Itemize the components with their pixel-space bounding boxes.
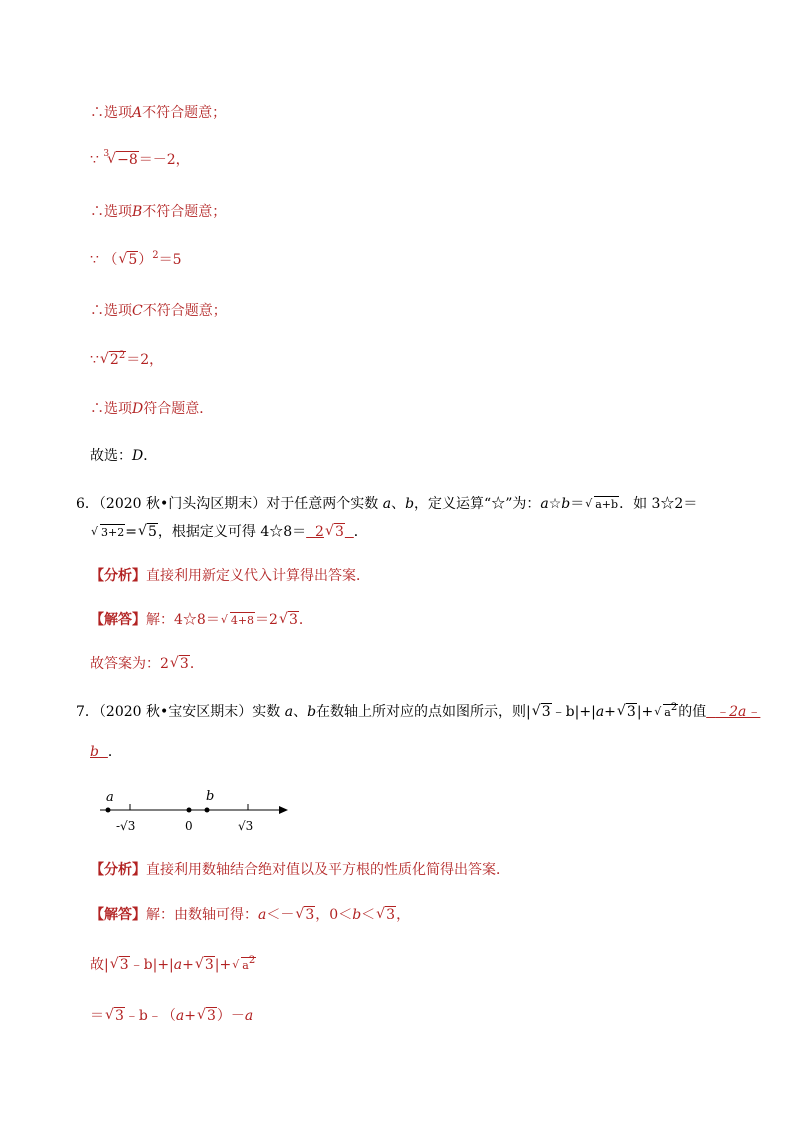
sol-part: ，0＜ (315, 907, 353, 923)
solution-prefix: 解：4☆8＝ (146, 612, 220, 628)
radicand: 3 (386, 907, 396, 923)
radicand-exponent: 2 (248, 955, 256, 966)
choice-prefix: 故选： (90, 448, 132, 464)
var-b: b (405, 496, 415, 512)
expr-part: |+ (636, 704, 654, 720)
q7-step-2 (90, 1006, 253, 1026)
cube-root-radical (107, 150, 139, 170)
step-part: ﹣b﹣（ (124, 1008, 176, 1024)
choice-suffix: ． (143, 448, 158, 464)
analysis-tag: 【分析】 (90, 568, 146, 584)
step-part: |+ (214, 957, 232, 973)
q6-mid: ，定义运算“☆”为： (414, 496, 541, 512)
example-result-radical (138, 522, 158, 542)
step-a: a (175, 1008, 185, 1024)
line-end: ， (396, 907, 411, 923)
q6-line2-mid: ，根据定义可得 4☆8＝ (157, 524, 307, 540)
radicand: 3 (541, 704, 551, 720)
equation-rest: ＝5 (158, 252, 182, 268)
choice-answer: D (132, 448, 144, 464)
step2-radical-1 (105, 1006, 125, 1026)
exponent: 2 (152, 250, 159, 261)
line-end: ． (353, 524, 368, 540)
step1-radical-1 (110, 955, 130, 975)
radicand: 3 (334, 524, 344, 540)
text-line-option-b (90, 202, 226, 222)
because-text: ∵ (90, 252, 99, 268)
verdict-text: 不符合题意； (142, 105, 227, 121)
q6-answer-blank (306, 524, 354, 540)
option-letter: B (132, 204, 143, 220)
option-letter: D (132, 401, 144, 417)
radicand: 4+8 (230, 614, 255, 627)
step-part: + (182, 957, 194, 973)
step-a: a (244, 1008, 254, 1024)
point-a (106, 808, 111, 813)
text-line-option-a (90, 103, 226, 123)
separator: 、 (391, 496, 406, 512)
q7-mid: 在数轴上所对应的点如图所示，则| (316, 704, 531, 720)
q6-solution (90, 610, 313, 631)
radicand: 3 (179, 656, 189, 672)
because-text: ∵ (90, 352, 99, 368)
step2-radical-2 (197, 1006, 217, 1026)
radicand: 3 (204, 957, 214, 973)
q7-step-1 (90, 955, 256, 976)
var-b: b (307, 704, 317, 720)
final-radical (170, 654, 190, 674)
q7-analysis (90, 860, 510, 880)
option-letter: C (132, 303, 143, 319)
solution-result-radical (279, 610, 299, 630)
step-prefix: 故| (90, 957, 109, 973)
line-end: ． (298, 612, 313, 628)
number-line-svg (90, 786, 300, 836)
equals: ＝ (570, 496, 585, 512)
radicand: a+b (595, 498, 619, 511)
therefore-text: ∴选项 (90, 401, 132, 417)
q7-answer-blank-1 (706, 704, 760, 720)
var-a: a (284, 704, 294, 720)
q7-prefix: 7．（2020 秋•宝安区期末）实数 (76, 704, 281, 720)
step-part: ）－ (216, 1008, 245, 1024)
radicand: 3 (206, 1008, 216, 1024)
q7-answer-blank-2 (90, 744, 108, 760)
radicand: 3 (288, 612, 298, 628)
separator: 、 (293, 704, 308, 720)
step1-radical-3 (232, 956, 256, 976)
var-a: a (382, 496, 392, 512)
text-line-option-c (90, 301, 227, 321)
text-line-sqrt-2-squared (90, 350, 163, 370)
left-paren: （ (103, 252, 118, 268)
q7-suffix: 的值 (678, 704, 707, 720)
sol-part: ＜－ (266, 907, 295, 923)
verdict-text: 不符合题意； (142, 204, 227, 220)
analysis-text: 直接利用数轴结合绝对值以及平方根的性质化简得出答案． (146, 862, 510, 878)
radicand: 3 (626, 704, 636, 720)
therefore-text: ∴选项 (90, 204, 132, 220)
text-line-sqrt5-squared (90, 250, 182, 272)
q7-line-1 (76, 702, 760, 723)
radicand: 3+2 (101, 526, 125, 539)
radicand: 5 (128, 252, 138, 268)
point-zero (187, 808, 192, 813)
def-a: a (540, 496, 549, 512)
verdict-text: 不符合题意； (142, 303, 227, 319)
step1-radical-2 (195, 955, 215, 975)
root-index: 3 (103, 149, 110, 159)
analysis-text: 直接利用新定义代入计算得出答案． (146, 568, 370, 584)
solution-prefix: 解：由数轴可得： (146, 907, 258, 923)
line-end: ． (107, 744, 122, 760)
sqrt-radical (118, 250, 138, 270)
q6-suffix: ．如 3☆2＝ (619, 496, 698, 512)
option-letter: A (132, 105, 143, 121)
text-line-final-choice (90, 446, 157, 466)
sol-b: b (352, 907, 362, 923)
radicand-base: a (242, 959, 249, 972)
therefore-text: ∴选项 (90, 303, 132, 319)
equation-rest: ＝－2， (138, 152, 190, 168)
tick-label-neg: -√3 (116, 819, 136, 833)
solution-tag: 【解答】 (90, 612, 146, 628)
equals: = (125, 524, 137, 540)
step-prefix: ＝ (90, 1008, 104, 1024)
tick-label-pos: √3 (238, 819, 254, 833)
answer-part: b (90, 744, 99, 760)
radicand: −8 (117, 152, 138, 168)
sqrt-radical (100, 350, 126, 370)
q6-final (90, 654, 204, 674)
answer-coef: 2 (315, 524, 324, 540)
equation-rest: ＝2， (126, 352, 164, 368)
step-part: ﹣b|+| (129, 957, 174, 973)
expr-radical-1 (532, 702, 552, 722)
solution-eq: ＝2 (255, 612, 278, 628)
expr-part: + (604, 704, 616, 720)
verdict-text: 符合题意． (143, 401, 214, 417)
radicand-base: 2 (109, 352, 119, 368)
star-operator: ☆ (548, 496, 562, 512)
text-line-cube-root (90, 150, 190, 172)
tick-label-zero: 0 (185, 819, 193, 833)
example-sqrt-radical (91, 523, 125, 543)
final-prefix: 故答案为：2 (90, 656, 169, 672)
expr-radical-3 (654, 703, 678, 723)
expr-a: a (595, 704, 605, 720)
radicand: 5 (147, 524, 157, 540)
solution-tag: 【解答】 (90, 907, 146, 923)
expr-part: ﹣b|+| (551, 704, 596, 720)
answer-part: ﹣2a﹣ (715, 704, 761, 720)
label-b: b (206, 789, 215, 804)
therefore-text: ∴选项 (90, 105, 132, 121)
label-a: a (106, 790, 114, 805)
radicand-exponent: 2 (118, 350, 126, 361)
axis-arrow-icon (279, 806, 288, 814)
q7-solution (90, 905, 410, 925)
q6-line-1 (76, 494, 697, 515)
sol-radical-1 (295, 905, 315, 925)
solution-sqrt-radical (221, 611, 255, 631)
def-b: b (561, 496, 571, 512)
q6-prefix: 6．（2020 秋•门头沟区期末）对于任意两个实数 (76, 496, 379, 512)
step-a: a (173, 957, 183, 973)
sol-radical-2 (376, 905, 396, 925)
sol-a: a (258, 907, 267, 923)
right-paren: ） (138, 252, 153, 268)
radicand: 3 (305, 907, 315, 923)
analysis-tag: 【分析】 (90, 862, 146, 878)
point-b (205, 808, 210, 813)
number-line-figure (90, 786, 300, 840)
because-text: ∵ (90, 152, 99, 168)
q6-analysis (90, 566, 370, 586)
step-part: + (184, 1008, 196, 1024)
sol-part: ＜ (361, 907, 376, 923)
radicand-base: a (664, 706, 671, 719)
q7-line-2 (90, 742, 122, 762)
answer-radical (325, 522, 345, 542)
radicand: 3 (119, 957, 129, 973)
text-line-option-d (90, 399, 213, 419)
line-end: ． (189, 656, 204, 672)
expr-radical-2 (617, 702, 637, 722)
radicand-exponent: 2 (670, 702, 678, 713)
radicand: 3 (115, 1008, 124, 1024)
def-sqrt-radical (585, 495, 619, 515)
q6-line-2 (90, 522, 368, 543)
